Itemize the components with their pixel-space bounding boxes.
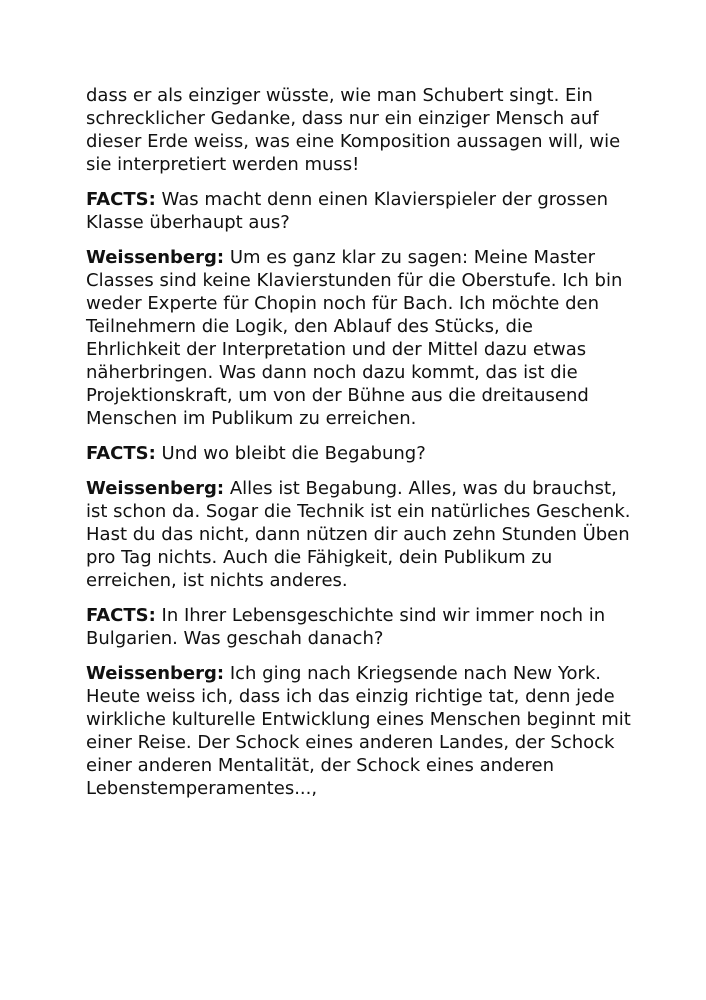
paragraph-answer — [86, 477, 631, 592]
speaker-label: FACTS: — [86, 605, 156, 626]
paragraph-text: Ich ging nach Kriegsende nach New York. Heute weiss ich, dass ich das einzig richtige tat, denn jede wirkliche kulturelle Entwicklung eines Menschen beginnt mit einer Reise. Der Schock eines anderen Landes, der Schock einer anderen Mentalität, der Schock eines anderen Lebenstemperamentes..., — [86, 663, 631, 799]
paragraph-text: dass er als einziger wüsste, wie man Schubert singt. Ein schrecklicher Gedanke, dass nur ein einziger Mensch auf dieser Erde weiss, was eine Komposition aussagen will, wie sie interpretiert werden muss! — [86, 85, 621, 175]
speaker-label: FACTS: — [86, 189, 156, 210]
speaker-label: Weissenberg: — [86, 478, 225, 499]
paragraph-question — [86, 188, 631, 234]
paragraph-text: Und wo bleibt die Begabung? — [161, 443, 426, 464]
paragraph-text: Um es ganz klar zu sagen: Meine Master Classes sind keine Klavierstunden für die Oberstufe. Ich bin weder Experte für Chopin noch für Bach. Ich möchte den Teilnehmern die Logik, den Ablauf des Stücks, die Ehrlichkeit der Interpretation und der Mittel dazu etwas näherbringen. Was dann noch dazu kommt, das ist die Projektionskraft, um von der Bühne aus die dreitausend Menschen im Publikum zu erreichen. — [86, 247, 623, 429]
paragraph-text: Alles ist Begabung. Alles, was du brauchst, ist schon da. Sogar die Technik ist ein natürliches Geschenk. Hast du das nicht, dann nützen dir auch zehn Stunden Üben pro Tag nichts. Auch die Fähigkeit, dein Publikum zu erreichen, ist nichts anderes. — [86, 478, 631, 591]
paragraph-text: In Ihrer Lebensgeschichte sind wir immer noch in Bulgarien. Was geschah danach? — [86, 605, 606, 649]
paragraph-answer — [86, 662, 631, 800]
speaker-label: FACTS: — [86, 443, 156, 464]
paragraph-answer — [86, 246, 631, 430]
paragraph-question — [86, 604, 631, 650]
paragraph-continuation — [86, 84, 631, 176]
speaker-label: Weissenberg: — [86, 247, 225, 268]
paragraph-question — [86, 442, 631, 465]
speaker-label: Weissenberg: — [86, 663, 225, 684]
document-page — [86, 84, 631, 812]
paragraph-text: Was macht denn einen Klavierspieler der grossen Klasse überhaupt aus? — [86, 189, 609, 233]
